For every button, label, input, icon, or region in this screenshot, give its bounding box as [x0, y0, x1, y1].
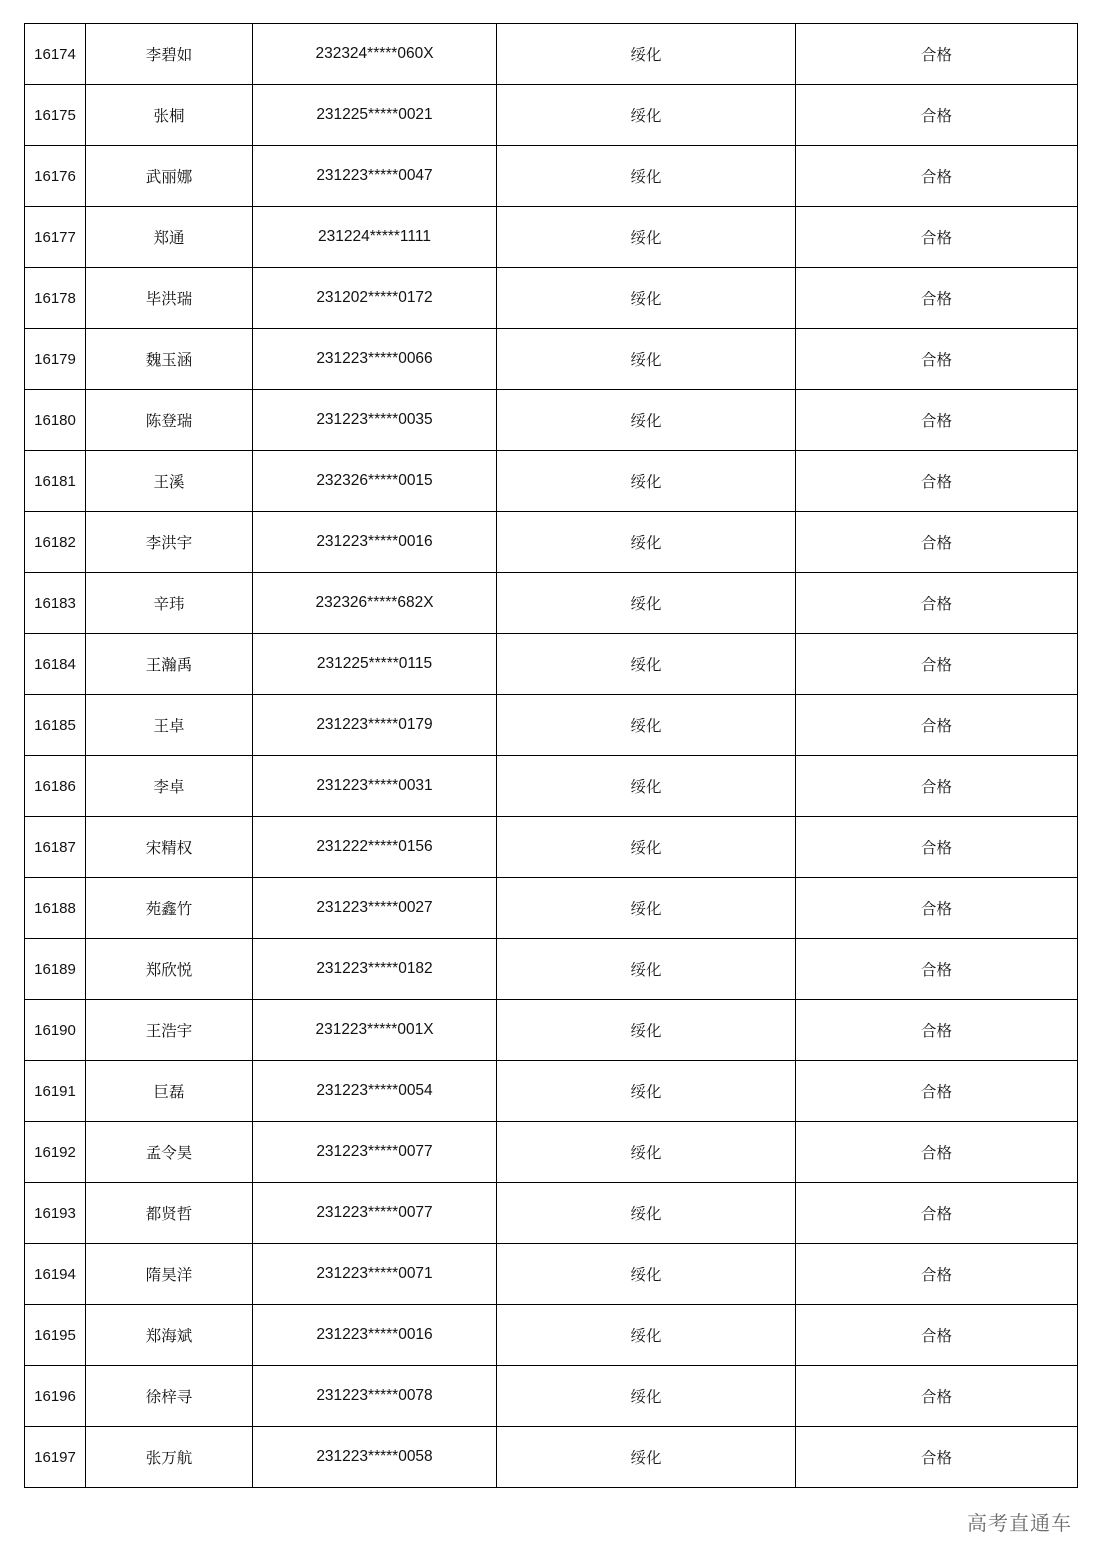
- result-cell: 合格: [796, 1305, 1078, 1366]
- id-number-cell: 232326*****682X: [253, 573, 497, 634]
- city-cell: 绥化: [497, 24, 796, 85]
- city-cell: 绥化: [497, 878, 796, 939]
- row-number-cell: 16186: [25, 756, 86, 817]
- id-number-cell: 231222*****0156: [253, 817, 497, 878]
- table-row: [25, 1122, 1078, 1183]
- id-number-cell: 232326*****0015: [253, 451, 497, 512]
- row-number-cell: 16191: [25, 1061, 86, 1122]
- table-row: [25, 1366, 1078, 1427]
- city-cell: 绥化: [497, 1061, 796, 1122]
- id-number-cell: 232324*****060X: [253, 24, 497, 85]
- result-cell: 合格: [796, 1061, 1078, 1122]
- table-row: [25, 1427, 1078, 1488]
- row-number-cell: 16192: [25, 1122, 86, 1183]
- result-cell: 合格: [796, 1366, 1078, 1427]
- city-cell: 绥化: [497, 634, 796, 695]
- result-cell: 合格: [796, 24, 1078, 85]
- table-row: [25, 1183, 1078, 1244]
- city-cell: 绥化: [497, 1427, 796, 1488]
- city-cell: 绥化: [497, 1366, 796, 1427]
- row-number-cell: 16196: [25, 1366, 86, 1427]
- id-number-cell: 231223*****0179: [253, 695, 497, 756]
- id-number-cell: 231202*****0172: [253, 268, 497, 329]
- table-row: [25, 1000, 1078, 1061]
- id-number-cell: 231223*****0016: [253, 512, 497, 573]
- table-row: [25, 878, 1078, 939]
- id-number-cell: 231223*****0077: [253, 1122, 497, 1183]
- city-cell: 绥化: [497, 329, 796, 390]
- id-number-cell: 231223*****0035: [253, 390, 497, 451]
- watermark-text: 高考直通车: [965, 1507, 1074, 1536]
- result-cell: 合格: [796, 390, 1078, 451]
- row-number-cell: 16188: [25, 878, 86, 939]
- result-cell: 合格: [796, 85, 1078, 146]
- result-cell: 合格: [796, 695, 1078, 756]
- result-cell: 合格: [796, 878, 1078, 939]
- city-cell: 绥化: [497, 695, 796, 756]
- result-cell: 合格: [796, 329, 1078, 390]
- city-cell: 绥化: [497, 1305, 796, 1366]
- name-cell: 徐梓寻: [86, 1366, 253, 1427]
- name-cell: 都贤哲: [86, 1183, 253, 1244]
- result-cell: 合格: [796, 146, 1078, 207]
- result-cell: 合格: [796, 573, 1078, 634]
- id-number-cell: 231223*****0078: [253, 1366, 497, 1427]
- city-cell: 绥化: [497, 207, 796, 268]
- row-number-cell: 16181: [25, 451, 86, 512]
- table-row: [25, 146, 1078, 207]
- results-sheet: [24, 23, 1077, 1488]
- name-cell: 隋昊洋: [86, 1244, 253, 1305]
- id-number-cell: 231223*****0071: [253, 1244, 497, 1305]
- id-number-cell: 231223*****0182: [253, 939, 497, 1000]
- table-row: [25, 85, 1078, 146]
- name-cell: 巨磊: [86, 1061, 253, 1122]
- row-number-cell: 16185: [25, 695, 86, 756]
- result-cell: 合格: [796, 207, 1078, 268]
- row-number-cell: 16177: [25, 207, 86, 268]
- name-cell: 郑欣悦: [86, 939, 253, 1000]
- name-cell: 李洪宇: [86, 512, 253, 573]
- name-cell: 孟令昊: [86, 1122, 253, 1183]
- result-cell: 合格: [796, 1122, 1078, 1183]
- result-cell: 合格: [796, 939, 1078, 1000]
- name-cell: 陈登瑞: [86, 390, 253, 451]
- name-cell: 张万航: [86, 1427, 253, 1488]
- name-cell: 李碧如: [86, 24, 253, 85]
- table-row: [25, 451, 1078, 512]
- city-cell: 绥化: [497, 1122, 796, 1183]
- table-row: [25, 573, 1078, 634]
- name-cell: 王瀚禹: [86, 634, 253, 695]
- id-number-cell: 231225*****0021: [253, 85, 497, 146]
- result-cell: 合格: [796, 451, 1078, 512]
- table-row: [25, 512, 1078, 573]
- result-cell: 合格: [796, 756, 1078, 817]
- name-cell: 宋精权: [86, 817, 253, 878]
- table-row: [25, 329, 1078, 390]
- result-cell: 合格: [796, 817, 1078, 878]
- city-cell: 绥化: [497, 390, 796, 451]
- row-number-cell: 16184: [25, 634, 86, 695]
- id-number-cell: 231223*****0058: [253, 1427, 497, 1488]
- city-cell: 绥化: [497, 512, 796, 573]
- city-cell: 绥化: [497, 573, 796, 634]
- row-number-cell: 16179: [25, 329, 86, 390]
- name-cell: 王浩宇: [86, 1000, 253, 1061]
- row-number-cell: 16195: [25, 1305, 86, 1366]
- city-cell: 绥化: [497, 1000, 796, 1061]
- row-number-cell: 16178: [25, 268, 86, 329]
- row-number-cell: 16193: [25, 1183, 86, 1244]
- result-cell: 合格: [796, 1183, 1078, 1244]
- id-number-cell: 231223*****0027: [253, 878, 497, 939]
- table-row: [25, 939, 1078, 1000]
- table-row: [25, 1061, 1078, 1122]
- name-cell: 魏玉涵: [86, 329, 253, 390]
- id-number-cell: 231225*****0115: [253, 634, 497, 695]
- name-cell: 辛玮: [86, 573, 253, 634]
- name-cell: 武丽娜: [86, 146, 253, 207]
- id-number-cell: 231223*****0066: [253, 329, 497, 390]
- id-number-cell: 231223*****001X: [253, 1000, 497, 1061]
- result-cell: 合格: [796, 1000, 1078, 1061]
- name-cell: 王卓: [86, 695, 253, 756]
- row-number-cell: 16174: [25, 24, 86, 85]
- name-cell: 李卓: [86, 756, 253, 817]
- row-number-cell: 16175: [25, 85, 86, 146]
- id-number-cell: 231223*****0031: [253, 756, 497, 817]
- city-cell: 绥化: [497, 817, 796, 878]
- table-row: [25, 756, 1078, 817]
- name-cell: 郑通: [86, 207, 253, 268]
- row-number-cell: 16183: [25, 573, 86, 634]
- city-cell: 绥化: [497, 1244, 796, 1305]
- id-number-cell: 231223*****0016: [253, 1305, 497, 1366]
- name-cell: 王溪: [86, 451, 253, 512]
- city-cell: 绥化: [497, 1183, 796, 1244]
- id-number-cell: 231223*****0054: [253, 1061, 497, 1122]
- table-row: [25, 695, 1078, 756]
- row-number-cell: 16182: [25, 512, 86, 573]
- table-row: [25, 24, 1078, 85]
- result-cell: 合格: [796, 512, 1078, 573]
- table-row: [25, 634, 1078, 695]
- name-cell: 郑海斌: [86, 1305, 253, 1366]
- id-number-cell: 231223*****0077: [253, 1183, 497, 1244]
- city-cell: 绥化: [497, 939, 796, 1000]
- table-row: [25, 268, 1078, 329]
- results-table-body: [25, 24, 1078, 1488]
- row-number-cell: 16194: [25, 1244, 86, 1305]
- result-cell: 合格: [796, 1427, 1078, 1488]
- name-cell: 毕洪瑞: [86, 268, 253, 329]
- id-number-cell: 231223*****0047: [253, 146, 497, 207]
- row-number-cell: 16197: [25, 1427, 86, 1488]
- row-number-cell: 16180: [25, 390, 86, 451]
- result-cell: 合格: [796, 1244, 1078, 1305]
- results-table: [24, 23, 1078, 1488]
- city-cell: 绥化: [497, 756, 796, 817]
- table-row: [25, 390, 1078, 451]
- name-cell: 苑鑫竹: [86, 878, 253, 939]
- row-number-cell: 16190: [25, 1000, 86, 1061]
- result-cell: 合格: [796, 634, 1078, 695]
- row-number-cell: 16189: [25, 939, 86, 1000]
- row-number-cell: 16176: [25, 146, 86, 207]
- city-cell: 绥化: [497, 85, 796, 146]
- table-row: [25, 1305, 1078, 1366]
- result-cell: 合格: [796, 268, 1078, 329]
- table-row: [25, 1244, 1078, 1305]
- row-number-cell: 16187: [25, 817, 86, 878]
- city-cell: 绥化: [497, 268, 796, 329]
- table-row: [25, 207, 1078, 268]
- city-cell: 绥化: [497, 146, 796, 207]
- name-cell: 张桐: [86, 85, 253, 146]
- id-number-cell: 231224*****1111: [253, 207, 497, 268]
- city-cell: 绥化: [497, 451, 796, 512]
- table-row: [25, 817, 1078, 878]
